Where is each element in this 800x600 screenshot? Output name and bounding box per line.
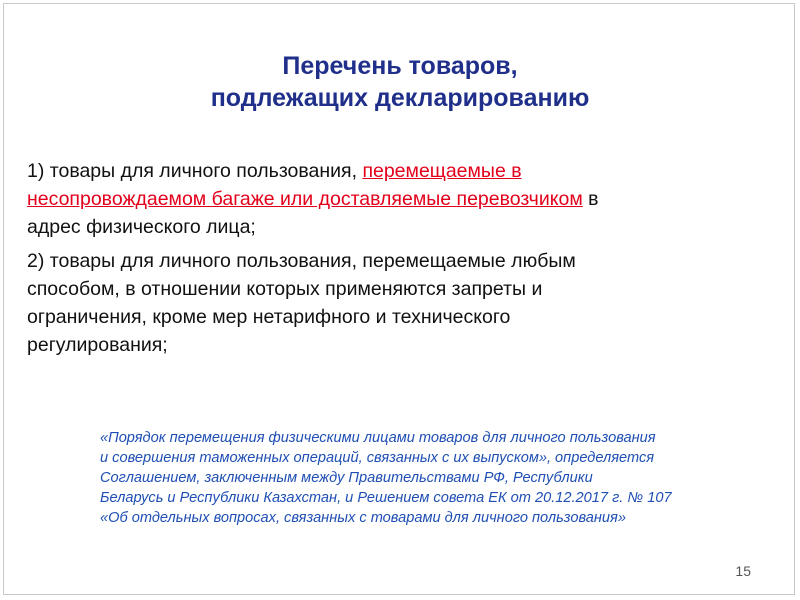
slide-title-line-2: подлежащих декларированию (210, 84, 590, 112)
item-1-prefix: 1) товары для личного пользования, (27, 160, 363, 182)
slide-body (27, 157, 747, 365)
quote-line-3: Соглашением, заключенным между Правительствами РФ, Республики (100, 470, 593, 486)
item-2-line-1: 2) товары для личного пользования, перемещаемые любым (27, 250, 576, 272)
quote-line-5: «Об отдельных вопросах, связанных с товарами для личного пользования» (100, 510, 626, 526)
quote-line-2: и совершения таможенных операций, связанных с их выпуском», определяется (100, 450, 655, 466)
quote-line-1: «Порядок перемещения физическими лицами товаров для личного пользования (100, 430, 656, 446)
item-1-highlight-part-2: несопровождаемом багаже или доставляемые перевозчиком (27, 188, 583, 210)
list-item-1 (27, 157, 747, 241)
source-quote (100, 428, 780, 528)
item-1-highlight-part-1: перемещаемые в (362, 160, 522, 182)
quote-line-4: Беларусь и Республики Казахстан, и Решением совета ЕК от 20.12.2017 г. № 107 (100, 490, 672, 506)
item-1-line-3: адрес физического лица; (27, 216, 256, 238)
slide-title-line-1: Перечень товаров, (282, 52, 518, 80)
item-1-suffix: в (582, 188, 599, 210)
item-2-line-4: регулирования; (27, 334, 168, 356)
item-2-line-2: способом, в отношении которых применяются запреты и (27, 278, 543, 300)
item-2-line-3: ограничения, кроме мер нетарифного и технического (27, 306, 511, 328)
list-item-2 (27, 247, 747, 359)
slide-title (0, 50, 800, 114)
page-number: 15 (735, 563, 751, 579)
